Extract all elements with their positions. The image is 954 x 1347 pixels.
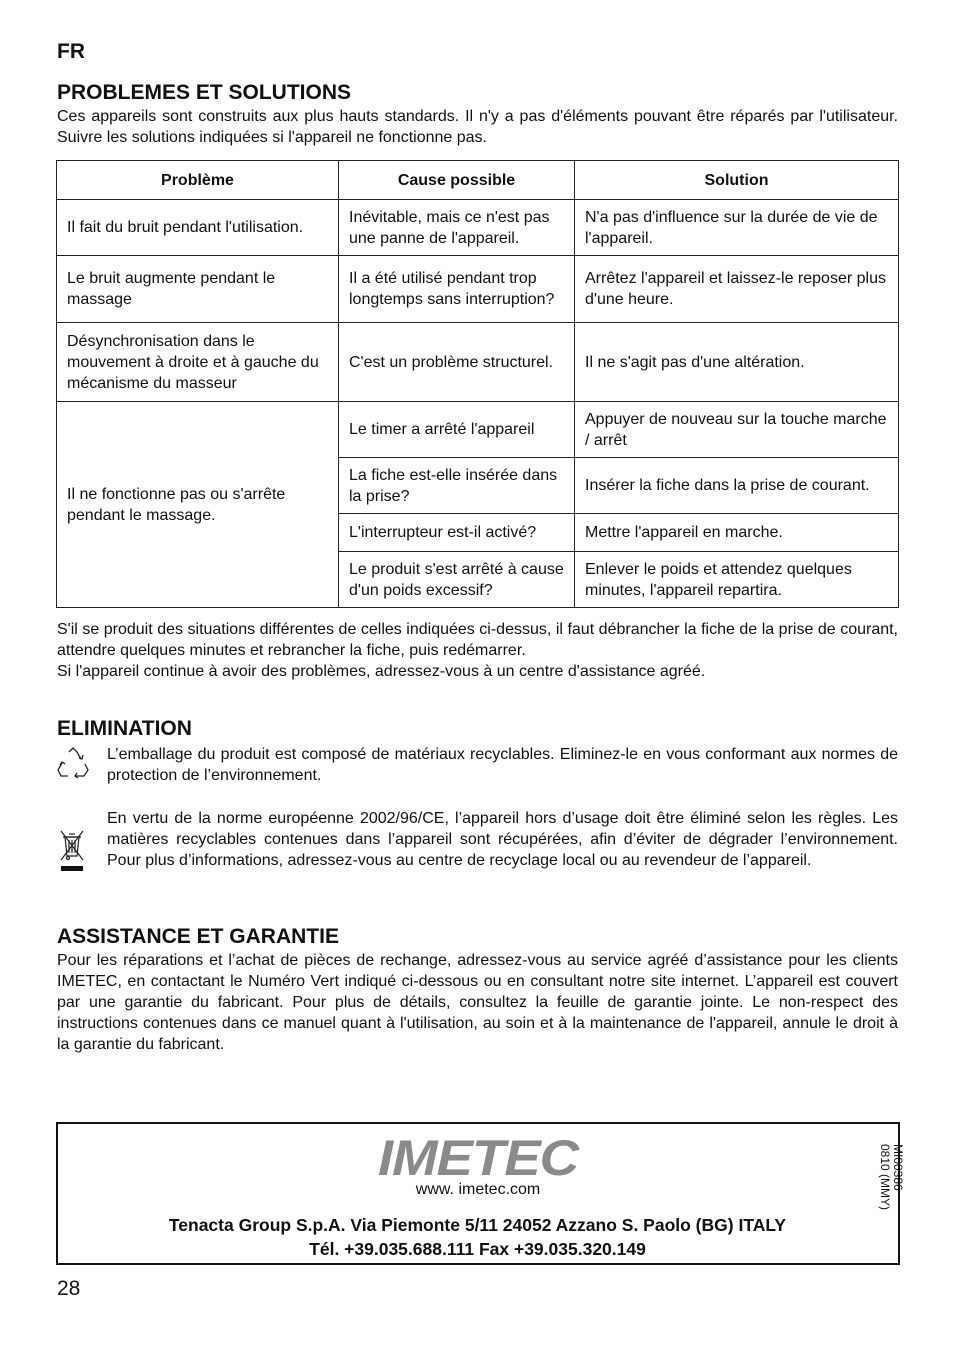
table-header-row <box>57 161 899 200</box>
cause-cell: Le produit s'est arrêté à cause d'un poids excessif? <box>339 552 575 608</box>
crossed-bin-icon <box>58 828 86 872</box>
cause-cell: C'est un problème structurel. <box>339 323 575 402</box>
column-header-solution: Solution <box>575 161 899 200</box>
cause-cell: L'interrupteur est-il activé? <box>339 514 575 552</box>
document-code-1: MI00386 <box>891 1144 905 1191</box>
table-row <box>57 402 899 458</box>
problem-cell: Le bruit augmente pendant le massage <box>57 256 339 323</box>
solution-cell: Arrêtez l'appareil et laissez-le reposer plus d'une heure. <box>575 256 899 323</box>
column-header-problem: Problème <box>57 161 339 200</box>
page-number: 28 <box>57 1277 81 1300</box>
weee-text: En vertu de la norme européenne 2002/96/CE, l’appareil hors d’usage doit être éliminé selon les règles. Les matières recyclables contenues dans l’appareil sont récupérées, afin d’éviter de dégrader l’environnement. Pour plus d’informations, adressez-vous au centre de recyclage local ou au revendeur de l’appareil. <box>107 810 898 869</box>
document-code <box>878 1144 904 1254</box>
table-row <box>57 200 899 256</box>
table-row <box>57 256 899 323</box>
address-line: Tenacta Group S.p.A. Via Piemonte 5/11 24052 Azzano S. Paolo (BG) ITALY <box>168 1215 787 1235</box>
cause-cell: Inévitable, mais ce n'est pas une panne de l'appareil. <box>339 200 575 256</box>
logo-text: IMETEC <box>378 1130 580 1182</box>
solution-cell: Il ne s'agit pas d'une altération. <box>575 323 899 402</box>
solution-cell: Appuyer de nouveau sur la touche marche / arrêt <box>575 402 899 458</box>
cause-cell: La fiche est-elle insérée dans la prise? <box>339 458 575 514</box>
cause-cell: Il a été utilisé pendant trop longtemps sans interruption? <box>339 256 575 323</box>
assistance-title: ASSISTANCE ET GARANTIE <box>57 925 339 948</box>
language-code: FR <box>57 40 85 63</box>
imetec-logo <box>376 1130 580 1182</box>
solution-cell: Enlever le poids et attendez quelques minutes, l'appareil repartira. <box>575 552 899 608</box>
after-table-text-1: S'il se produit des situations différentes de celles indiquées ci-dessus, il faut débrancher la fiche de la prise de courant, attendre quelques minutes et rebrancher la fiche, puis redémarrer. <box>57 621 898 659</box>
problems-title: PROBLEMES ET SOLUTIONS <box>57 81 352 104</box>
assistance-text: Pour les réparations et l’achat de pièces de rechange, adressez-vous au service agréé d’assistance pour les clients IMETEC, en contactant le Numéro Vert indiqué ci-dessous ou en consultant notre site internet. L’appareil est couvert par une garantie du fabricant. Pour plus de détails, consultez la feuille de garantie jointe. Le non-respect des instructions contenues dans ce manuel quant à l'utilisation, au soin et à la maintenance de l'appareil, annule le droit à la garantie du fabricant. <box>57 952 898 1053</box>
problem-cell: Il fait du bruit pendant l'utilisation. <box>57 200 339 256</box>
solution-cell: Insérer la fiche dans la prise de courant. <box>575 458 899 514</box>
website-link[interactable]: www. imetec.com <box>415 1181 541 1198</box>
problems-intro: Ces appareils sont construits aux plus hauts standards. Il n'y a pas d'éléments pouvant être réparés par l'utilisateur. Suivre les solutions indiquées si l'appareil ne fonctionne pas. <box>57 108 898 146</box>
after-table-text-2: Si l'appareil continue à avoir des problèmes, adressez-vous à un centre d'assistance agréé. <box>57 663 706 680</box>
recycle-text: L’emballage du produit est composé de matériaux recyclables. Eliminez-le en vous conformant aux normes de protection de l’environnement. <box>107 746 898 784</box>
elimination-title: ELIMINATION <box>57 717 192 740</box>
solution-cell: N'a pas d'influence sur la durée de vie de l'appareil. <box>575 200 899 256</box>
troubleshooting-table <box>56 160 899 608</box>
phone-line: Tél. +39.035.688.111 Fax +39.035.320.149 <box>309 1239 646 1259</box>
cause-cell: Le timer a arrêté l'appareil <box>339 402 575 458</box>
problem-cell: Désynchronisation dans le mouvement à droite et à gauche du mécanisme du masseur <box>57 323 339 402</box>
document-code-2: 0810 (MMY) <box>878 1144 892 1211</box>
company-address <box>60 1213 895 1261</box>
problem-cell: Il ne fonctionne pas ou s'arrête pendant le massage. <box>57 402 339 608</box>
table-row <box>57 323 899 402</box>
recycle-icon <box>56 746 90 780</box>
solution-cell: Mettre l'appareil en marche. <box>575 514 899 552</box>
column-header-cause: Cause possible <box>339 161 575 200</box>
